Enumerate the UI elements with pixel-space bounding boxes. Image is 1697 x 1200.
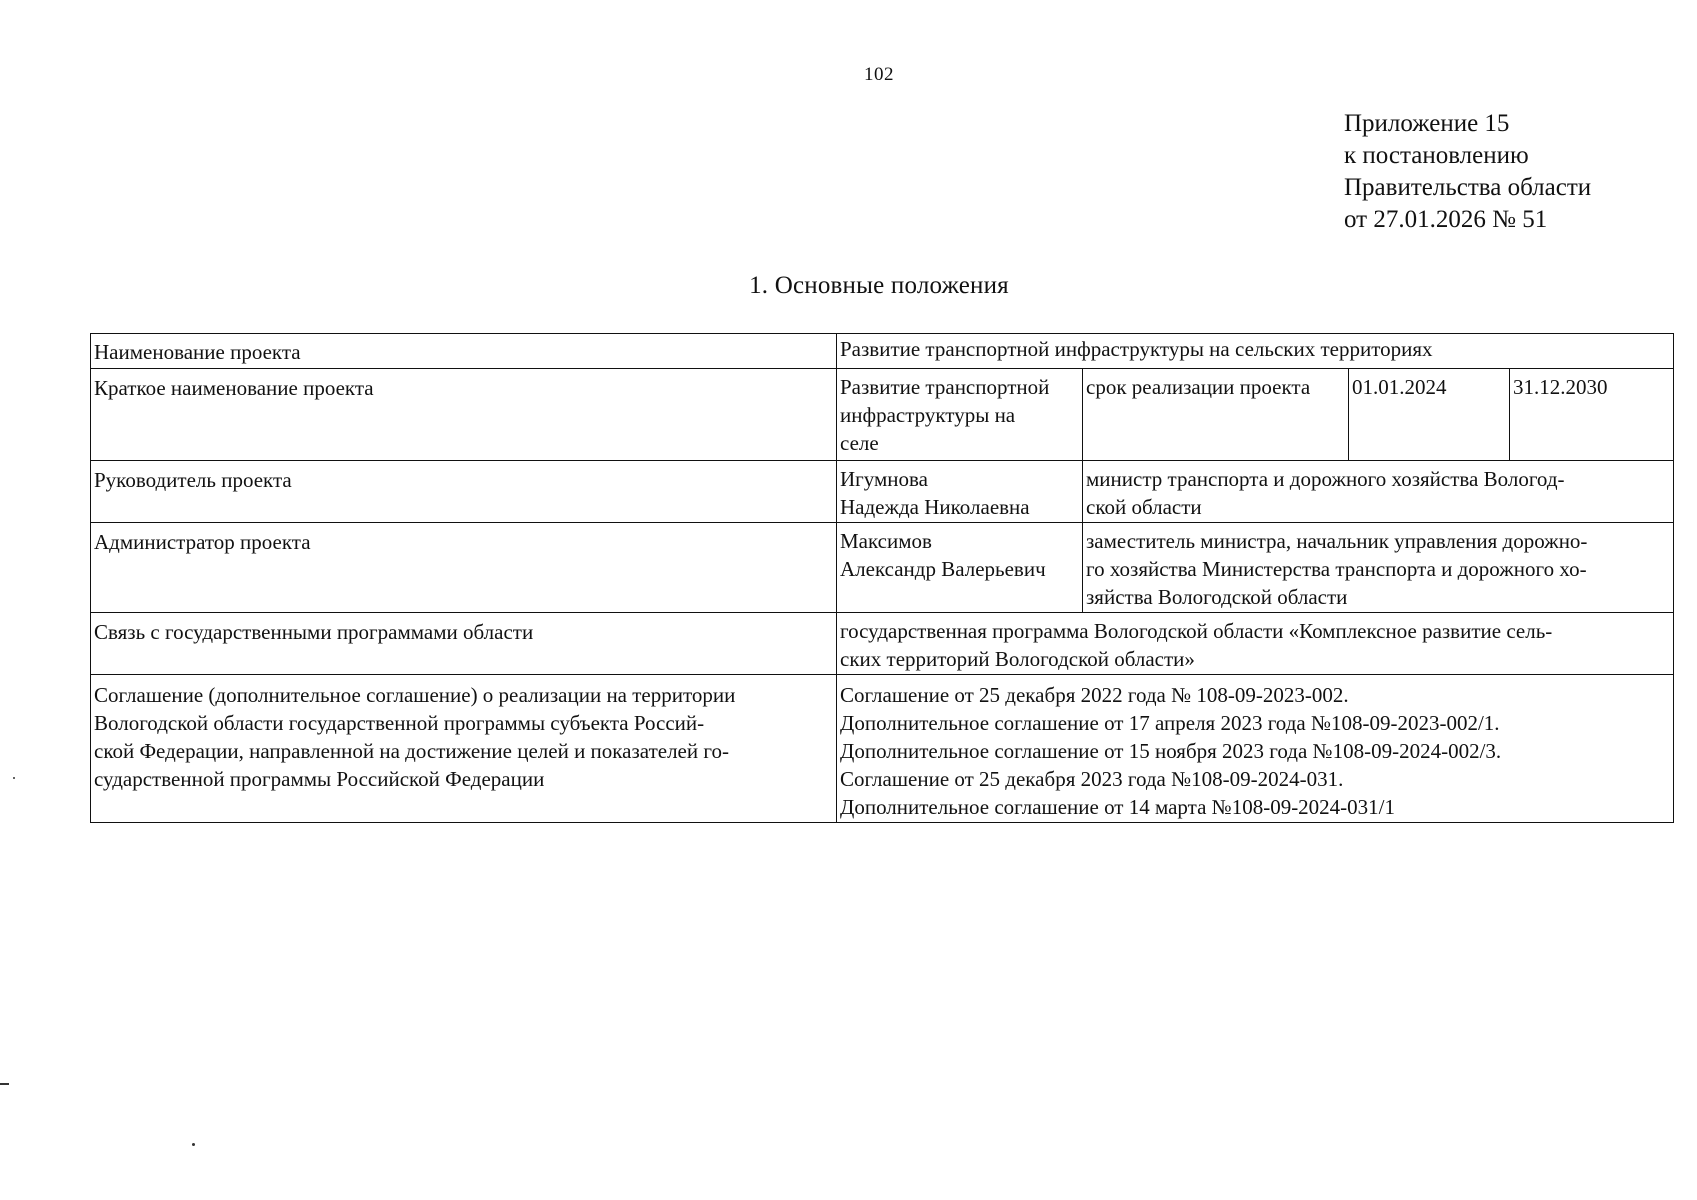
section-title: 1. Основные положения: [749, 272, 1009, 299]
project-table: [90, 333, 1674, 823]
short-name-line: инфраструктуры на: [840, 403, 1016, 427]
start-date: [1349, 369, 1510, 461]
leader-position-line: ской области: [1086, 495, 1202, 519]
row-programs: [91, 613, 1674, 675]
page-number: 102: [864, 64, 894, 85]
agreement-value-line: Соглашение от 25 декабря 2022 года № 108-09-2023-002.: [840, 683, 1349, 707]
row-administrator: [91, 523, 1674, 613]
project-name-value-text: Развитие транспортной инфраструктуры на сельских территориях: [840, 337, 1433, 361]
agreement-label-line: Соглашение (дополнительное соглашение) о реализации на территории: [94, 683, 736, 707]
administrator-position-line: зяйства Вологодской области: [1086, 585, 1348, 609]
agreement-label-line: ской Федерации, направленной на достижение целей и показателей го-: [94, 739, 729, 763]
appendix-line-1: Приложение 15: [1344, 110, 1510, 137]
administrator-name-line: Александр Валерьевич: [840, 557, 1046, 581]
row-agreement: [91, 675, 1674, 823]
administrator-position-line: го хозяйства Министерства транспорта и дорожного хо-: [1086, 557, 1587, 581]
short-name-label: [91, 369, 837, 461]
appendix-line-2: к постановлению: [1344, 142, 1529, 169]
row-short-name: [91, 369, 1674, 461]
programs-value-line: государственная программа Вологодской области «Комплексное развитие сель-: [840, 619, 1553, 643]
end-date: [1510, 369, 1674, 461]
administrator-label-text: Администратор проекта: [94, 530, 311, 554]
short-name-line: селе: [840, 431, 879, 455]
agreement-value-line: Дополнительное соглашение от 15 ноября 2023 года №108-09-2024-002/3.: [840, 739, 1502, 763]
leader-name: [837, 461, 1083, 523]
scan-dot: [13, 777, 15, 779]
programs-label: [91, 613, 837, 675]
programs-label-text: Связь с государственными программами области: [94, 620, 534, 644]
scan-mark: [0, 1083, 9, 1085]
row-leader: [91, 461, 1674, 523]
leader-name-line: Надежда Николаевна: [840, 495, 1030, 519]
agreement-label-line: Вологодской области государственной программы субъекта Россий-: [94, 711, 705, 735]
project-name-label-text: Наименование проекта: [94, 340, 301, 364]
end-date-text: 31.12.2030: [1513, 375, 1608, 399]
appendix-line-4: от 27.01.2026 № 51: [1344, 206, 1548, 233]
leader-name-line: Игумнова: [840, 467, 928, 491]
project-name-label: [91, 334, 837, 369]
agreement-label: [91, 675, 837, 823]
leader-label: [91, 461, 837, 523]
agreement-label-line: сударственной программы Российской Федерации: [94, 767, 545, 791]
leader-position: [1083, 461, 1674, 523]
short-name-value: [837, 369, 1083, 461]
appendix-block: [1344, 108, 1591, 236]
agreement-value-line: Соглашение от 25 декабря 2023 года №108-09-2024-031.: [840, 767, 1344, 791]
administrator-position: [1083, 523, 1674, 613]
leader-label-text: Руководитель проекта: [94, 468, 292, 492]
agreement-value-line: Дополнительное соглашение от 14 марта №108-09-2024-031/1: [840, 795, 1396, 819]
administrator-position-line: заместитель министра, начальник управления дорожно-: [1086, 529, 1588, 553]
short-name-line: Развитие транспортной: [840, 375, 1050, 399]
leader-position-line: министр транспорта и дорожного хозяйства Вологод-: [1086, 467, 1565, 491]
start-date-text: 01.01.2024: [1352, 375, 1447, 399]
appendix-line-3: Правительства области: [1344, 174, 1592, 201]
agreement-value-line: Дополнительное соглашение от 17 апреля 2023 года №108-09-2023-002/1.: [840, 711, 1500, 735]
scan-dot: [192, 1143, 195, 1146]
row-project-name: [91, 334, 1674, 369]
administrator-name: [837, 523, 1083, 613]
agreement-value: [837, 675, 1674, 823]
administrator-name-line: Максимов: [840, 529, 932, 553]
short-name-label-text: Краткое наименование проекта: [94, 376, 374, 400]
project-name-value: [837, 334, 1674, 369]
term-label: [1083, 369, 1349, 461]
term-label-text: срок реализации проекта: [1086, 375, 1311, 399]
programs-value: [837, 613, 1674, 675]
administrator-label: [91, 523, 837, 613]
programs-value-line: ских территорий Вологодской области»: [840, 647, 1195, 671]
